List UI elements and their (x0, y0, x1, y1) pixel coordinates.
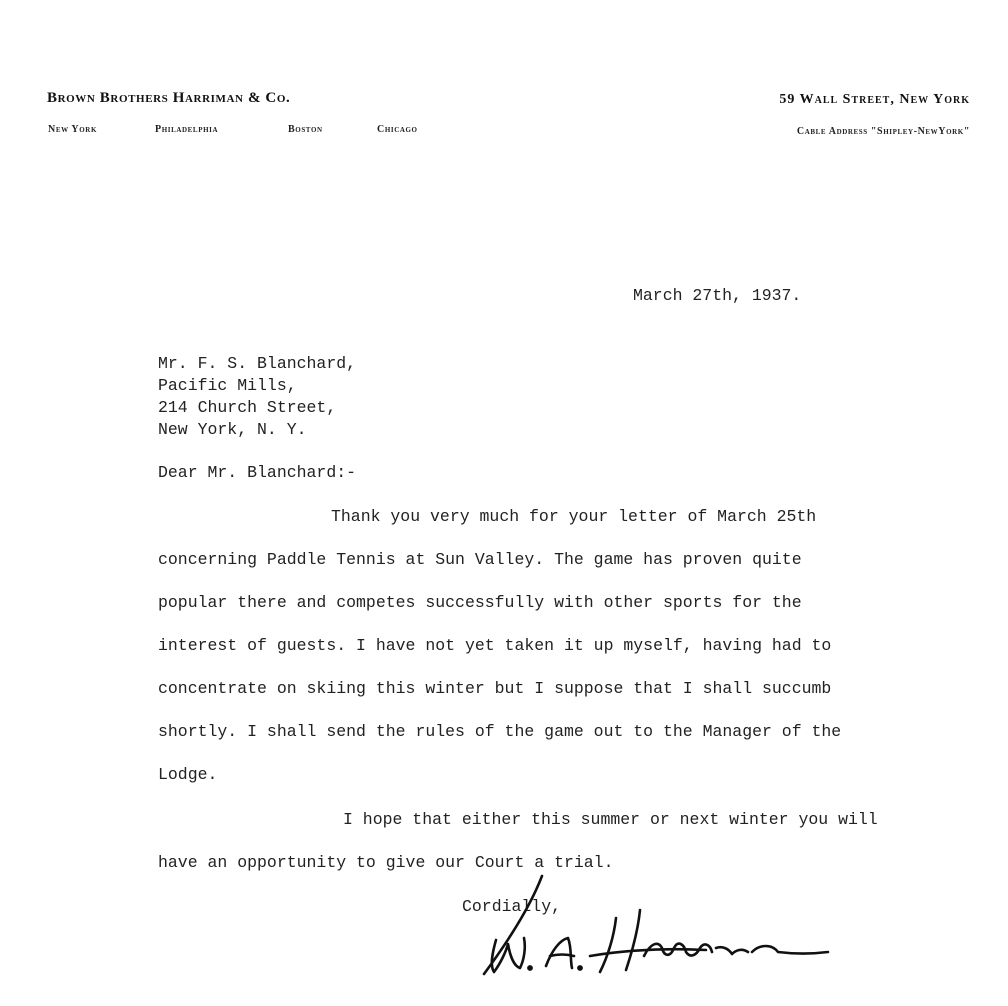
letter-date: March 27th, 1937. (633, 286, 802, 305)
recipient-line: Mr. F. S. Blanchard, (158, 354, 357, 373)
body-line: I hope that either this summer or next winter you will (343, 810, 878, 829)
body-line: concentrate on skiing this winter but I suppose that I shall succumb (158, 679, 832, 698)
recipient-line: New York, N. Y. (158, 420, 307, 439)
body-line: shortly. I shall send the rules of the game out to the Manager of the (158, 722, 842, 741)
body-line: Thank you very much for your letter of March 25th (331, 507, 817, 526)
letterhead-cable-address: Cable Address "Shipley-NewYork" (796, 126, 970, 137)
body-line: concerning Paddle Tennis at Sun Valley. The game has proven quite (158, 550, 802, 569)
letterhead-address: 59 Wall Street, New York (779, 92, 970, 107)
body-line: interest of guests. I have not yet taken it up myself, having had to (158, 636, 832, 655)
body-line: Lodge. (158, 765, 218, 784)
handwritten-signature (476, 874, 836, 984)
letterhead-cities (48, 124, 468, 138)
body-line: popular there and competes successfully with other sports for the (158, 593, 802, 612)
letterhead-city: Chicago (377, 124, 418, 135)
letterhead-city: New York (48, 124, 97, 135)
salutation: Dear Mr. Blanchard:- (158, 463, 357, 482)
closing: Cordially, (462, 897, 562, 916)
recipient-line: 214 Church Street, (158, 398, 337, 417)
letterhead-city: Boston (288, 124, 323, 135)
letterhead-city: Philadelphia (155, 124, 219, 135)
letterhead-firm-name: Brown Brothers Harriman & Co. (47, 90, 291, 106)
recipient-line: Pacific Mills, (158, 376, 297, 395)
body-line: have an opportunity to give our Court a trial. (158, 853, 614, 872)
